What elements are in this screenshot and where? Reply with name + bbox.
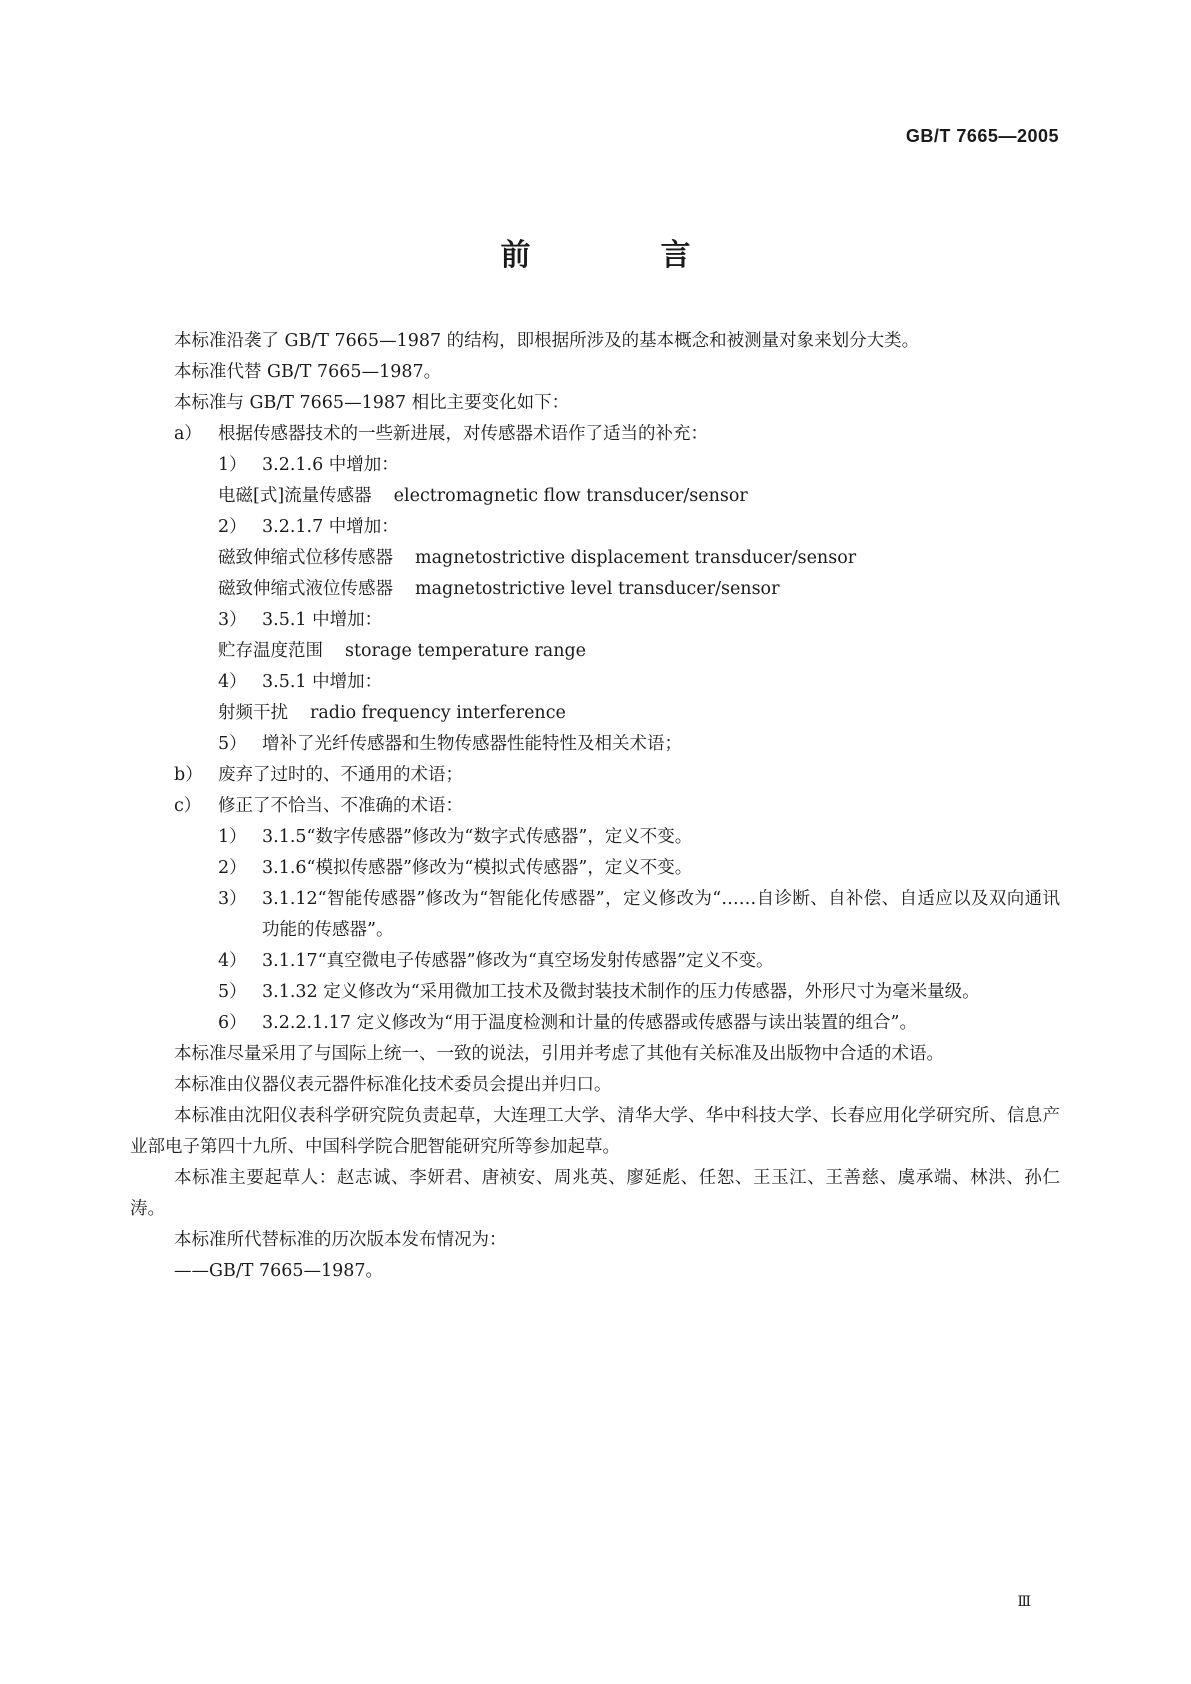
sub-marker: 4） — [218, 672, 247, 692]
sub-item — [130, 667, 1060, 698]
sub-marker: 1） — [218, 455, 247, 475]
sub-text: 3.2.1.6 中增加： — [262, 455, 399, 475]
term-entry — [130, 543, 1060, 574]
sub-text: 3.5.1 中增加： — [262, 672, 383, 692]
sub-text: 3.2.2.1.17 定义修改为“用于温度检测和计量的传感器或传感器与读出装置的组合”。 — [262, 1013, 918, 1033]
sub-marker: 5） — [218, 734, 247, 754]
term-cn: 电磁[式]流量传感器 — [218, 486, 372, 506]
sub-marker: 6） — [218, 1013, 247, 1033]
term-en: magnetostrictive displacement transducer/sensor — [415, 548, 857, 568]
paragraph: 本标准由沈阳仪表科学研究院负责起草，大连理工大学、清华大学、华中科技大学、长春应用化学研究所、信息产业部电子第四十九所、中国科学院合肥智能研究所等参加起草。 — [130, 1106, 1060, 1157]
sub-marker: 3） — [218, 889, 247, 909]
sub-marker: 3） — [218, 610, 247, 630]
sub-item — [130, 450, 1060, 481]
sub-item — [130, 512, 1060, 543]
term-en: electromagnetic flow transducer/sensor — [393, 486, 748, 506]
paragraph: 本标准所代替标准的历次版本发布情况为： — [174, 1230, 507, 1250]
paragraph: 本标准代替 GB/T 7665—1987。 — [174, 362, 442, 382]
term-entry — [130, 481, 1060, 512]
sub-text: 增补了光纤传感器和生物传感器性能特性及相关术语； — [262, 734, 682, 754]
paragraph: 本标准沿袭了 GB/T 7665—1987 的结构，即根据所涉及的基本概念和被测量对象来划分大类。 — [174, 331, 920, 351]
term-en: magnetostrictive level transducer/sensor — [415, 579, 780, 599]
sub-text: 3.1.12“智能传感器”修改为“智能化传感器”，定义修改为“……自诊断、自补偿、自适应以及双向通讯功能的传感器”。 — [262, 889, 1060, 940]
sub-text: 3.1.17“真空微电子传感器”修改为“真空场发射传感器”定义不变。 — [262, 951, 774, 971]
sub-item — [130, 977, 1060, 1008]
sub-item — [130, 729, 1060, 760]
sub-marker: 2） — [218, 858, 247, 878]
term-cn: 射频干扰 — [218, 703, 288, 723]
term-entry — [130, 636, 1060, 667]
term-en: storage temperature range — [345, 641, 587, 661]
sub-marker: 1） — [218, 827, 247, 847]
sub-text: 3.2.1.7 中增加： — [262, 517, 399, 537]
sub-item — [130, 1008, 1060, 1039]
sub-text: 3.1.5“数字传感器”修改为“数字式传感器”，定义不变。 — [262, 827, 693, 847]
paragraph: 本标准由仪器仪表元器件标准化技术委员会提出并归口。 — [174, 1075, 612, 1095]
paragraph: 本标准与 GB/T 7665—1987 相比主要变化如下： — [174, 393, 570, 413]
paragraph: 本标准尽量采用了与国际上统一、一致的说法，引用并考虑了其他有关标准及出版物中合适的术语。 — [174, 1044, 944, 1064]
term-entry — [130, 698, 1060, 729]
foreword-body — [130, 326, 1060, 1287]
term-en: radio frequency interference — [310, 703, 566, 723]
paragraph: 本标准主要起草人：赵志诚、李妍君、唐祯安、周兆英、廖延彪、任恕、王玉江、王善慈、虞承端、林洪、孙仁涛。 — [130, 1168, 1060, 1219]
standard-code: GB/T 7665—2005 — [905, 126, 1059, 146]
list-text: 根据传感器技术的一些新进展，对传感器术语作了适当的补充： — [218, 424, 708, 444]
sub-item — [130, 853, 1060, 884]
term-cn: 贮存温度范围 — [218, 641, 323, 661]
sub-item — [130, 605, 1060, 636]
list-item-b — [130, 760, 1060, 791]
list-marker: c） — [174, 796, 202, 816]
sub-item — [130, 822, 1060, 853]
page-number: Ⅲ — [1017, 1594, 1031, 1610]
list-marker: a） — [174, 424, 202, 444]
list-item-c — [130, 791, 1060, 822]
page-title: 前 言 — [500, 238, 741, 273]
sub-marker: 2） — [218, 517, 247, 537]
list-text: 修正了不恰当、不准确的术语： — [218, 796, 463, 816]
sub-text: 3.1.6“模拟传感器”修改为“模拟式传感器”，定义不变。 — [262, 858, 693, 878]
sub-item — [130, 884, 1060, 946]
paragraph: ——GB/T 7665—1987。 — [174, 1261, 384, 1281]
list-text: 废弃了过时的、不通用的术语； — [218, 765, 463, 785]
term-entry — [130, 574, 1060, 605]
list-item-a — [130, 419, 1060, 450]
sub-marker: 4） — [218, 951, 247, 971]
term-cn: 磁致伸缩式液位传感器 — [218, 579, 393, 599]
sub-marker: 5） — [218, 982, 247, 1002]
sub-text: 3.1.32 定义修改为“采用微加工技术及微封装技术制作的压力传感器，外形尺寸为毫米量级。 — [262, 982, 980, 1002]
list-marker: b） — [174, 765, 203, 785]
term-cn: 磁致伸缩式位移传感器 — [218, 548, 393, 568]
sub-text: 3.5.1 中增加： — [262, 610, 383, 630]
sub-item — [130, 946, 1060, 977]
